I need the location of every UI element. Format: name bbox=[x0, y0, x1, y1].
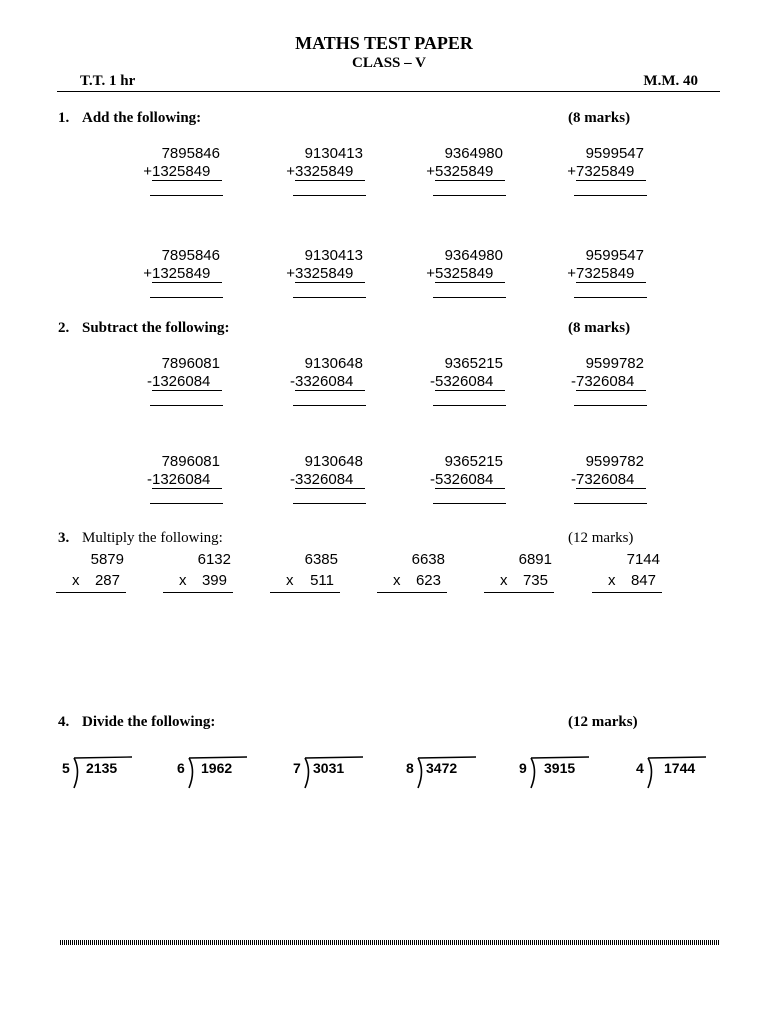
q1-problem bbox=[140, 145, 230, 181]
q4-problem bbox=[519, 756, 589, 790]
q3-problem bbox=[163, 550, 233, 593]
minus-sign: - bbox=[147, 471, 152, 488]
first-number: 7895846 bbox=[161, 247, 220, 264]
first-number: 9130648 bbox=[304, 453, 363, 470]
divisor: 4 bbox=[636, 760, 644, 776]
multiplier: 847 bbox=[630, 572, 656, 589]
minus-sign: - bbox=[290, 373, 295, 390]
q1-problem bbox=[564, 145, 654, 181]
multiplier: 623 bbox=[415, 572, 441, 589]
q1-problem bbox=[140, 247, 230, 283]
q2-problem bbox=[423, 453, 513, 489]
answer-line bbox=[150, 297, 223, 298]
divisor: 6 bbox=[177, 760, 185, 776]
answer-line bbox=[293, 405, 366, 406]
second-number: 7326084 bbox=[576, 471, 646, 489]
divisor: 7 bbox=[293, 760, 301, 776]
second-number: 1326084 bbox=[152, 471, 222, 489]
second-number: 5326084 bbox=[435, 471, 505, 489]
answer-line bbox=[574, 405, 647, 406]
q4-problem bbox=[293, 756, 363, 790]
second-number: 7325849 bbox=[576, 163, 646, 181]
class-label: CLASS – V bbox=[352, 55, 426, 71]
minus-sign: - bbox=[571, 471, 576, 488]
multiplier: 735 bbox=[522, 572, 548, 589]
first-number: 7895846 bbox=[161, 145, 220, 162]
q2-heading bbox=[58, 320, 230, 337]
q4-problem bbox=[406, 756, 476, 790]
q4-heading bbox=[58, 714, 215, 731]
second-number: 3325849 bbox=[295, 265, 365, 283]
answer-line bbox=[433, 503, 506, 504]
q3-problem bbox=[377, 550, 447, 593]
first-number: 9364980 bbox=[444, 145, 503, 162]
footer-rule bbox=[60, 940, 720, 945]
time-label: T.T. 1 hr bbox=[80, 73, 136, 89]
times-sign: x bbox=[393, 572, 401, 589]
divisor: 9 bbox=[519, 760, 527, 776]
q3-marks: (12 marks) bbox=[568, 530, 634, 546]
answer-line bbox=[150, 503, 223, 504]
first-number: 9130413 bbox=[304, 145, 363, 162]
answer-line bbox=[293, 195, 366, 196]
plus-sign: + bbox=[567, 265, 576, 282]
q4-marks: (12 marks) bbox=[568, 714, 638, 730]
first-number: 9365215 bbox=[444, 355, 503, 372]
times-sign: x bbox=[72, 572, 80, 589]
q1-problem bbox=[564, 247, 654, 283]
minus-sign: - bbox=[430, 471, 435, 488]
second-number: 3326084 bbox=[295, 373, 365, 391]
multiplicand: 5879 bbox=[90, 551, 124, 568]
second-number: 1325849 bbox=[152, 163, 222, 181]
page-title: MATHS TEST PAPER bbox=[295, 33, 473, 53]
multiplicand: 6385 bbox=[304, 551, 338, 568]
dividend: 3031 bbox=[313, 760, 345, 776]
second-number: 1326084 bbox=[152, 373, 222, 391]
answer-line bbox=[433, 405, 506, 406]
divisor: 5 bbox=[62, 760, 70, 776]
answer-line bbox=[574, 195, 647, 196]
answer-line bbox=[293, 503, 366, 504]
first-number: 9599547 bbox=[585, 145, 644, 162]
first-number: 7896081 bbox=[161, 453, 220, 470]
times-sign: x bbox=[500, 572, 508, 589]
q2-problem bbox=[423, 355, 513, 391]
multiplier: 399 bbox=[201, 572, 227, 589]
divisor: 8 bbox=[406, 760, 414, 776]
dividend: 3472 bbox=[426, 760, 458, 776]
q3-heading-text: Multiply the following: bbox=[82, 530, 223, 546]
q1-marks: (8 marks) bbox=[568, 110, 631, 126]
first-number: 9130648 bbox=[304, 355, 363, 372]
first-number: 9599782 bbox=[585, 355, 644, 372]
multiplicand: 6638 bbox=[411, 551, 445, 568]
multiplicand: 6132 bbox=[197, 551, 231, 568]
q1-problem bbox=[283, 247, 373, 283]
q2-marks: (8 marks) bbox=[568, 320, 631, 336]
q4-problem bbox=[62, 756, 132, 790]
multiplicand: 7144 bbox=[626, 551, 660, 568]
answer-line bbox=[293, 297, 366, 298]
q3-heading bbox=[58, 530, 223, 547]
answer-line bbox=[150, 195, 223, 196]
plus-sign: + bbox=[286, 163, 295, 180]
dividend: 2135 bbox=[86, 760, 118, 776]
q2-problem bbox=[564, 453, 654, 489]
dividend: 3915 bbox=[544, 760, 576, 776]
plus-sign: + bbox=[143, 265, 152, 282]
plus-sign: + bbox=[426, 265, 435, 282]
q1-heading-text: Add the following: bbox=[82, 110, 202, 126]
q4-problem bbox=[177, 756, 247, 790]
second-number: 3325849 bbox=[295, 163, 365, 181]
minus-sign: - bbox=[571, 373, 576, 390]
q2-problem bbox=[140, 453, 230, 489]
q2-number: 2. bbox=[58, 320, 70, 336]
q3-problem bbox=[56, 550, 126, 593]
minus-sign: - bbox=[147, 373, 152, 390]
q2-problem bbox=[564, 355, 654, 391]
first-number: 9130413 bbox=[304, 247, 363, 264]
multiplier: 287 bbox=[94, 572, 120, 589]
first-number: 7896081 bbox=[161, 355, 220, 372]
header-divider bbox=[57, 91, 720, 92]
second-number: 7326084 bbox=[576, 373, 646, 391]
q3-number: 3. bbox=[58, 530, 70, 546]
q4-heading-text: Divide the following: bbox=[82, 714, 216, 730]
first-number: 9599782 bbox=[585, 453, 644, 470]
second-number: 7325849 bbox=[576, 265, 646, 283]
q1-problem bbox=[283, 145, 373, 181]
first-number: 9599547 bbox=[585, 247, 644, 264]
times-sign: x bbox=[179, 572, 187, 589]
dividend: 1744 bbox=[664, 760, 696, 776]
second-number: 1325849 bbox=[152, 265, 222, 283]
answer-line bbox=[433, 297, 506, 298]
answer-line bbox=[574, 503, 647, 504]
q4-problem bbox=[636, 756, 706, 790]
times-sign: x bbox=[286, 572, 294, 589]
answer-line bbox=[150, 405, 223, 406]
q1-number: 1. bbox=[58, 110, 70, 126]
second-number: 5325849 bbox=[435, 163, 505, 181]
q2-heading-text: Subtract the following: bbox=[82, 320, 230, 336]
q1-problem bbox=[423, 247, 513, 283]
second-number: 3326084 bbox=[295, 471, 365, 489]
minus-sign: - bbox=[430, 373, 435, 390]
answer-line bbox=[574, 297, 647, 298]
q3-problem bbox=[270, 550, 340, 593]
first-number: 9364980 bbox=[444, 247, 503, 264]
dividend: 1962 bbox=[201, 760, 233, 776]
plus-sign: + bbox=[426, 163, 435, 180]
first-number: 9365215 bbox=[444, 453, 503, 470]
q2-problem bbox=[283, 453, 373, 489]
second-number: 5326084 bbox=[435, 373, 505, 391]
plus-sign: + bbox=[143, 163, 152, 180]
answer-line bbox=[433, 195, 506, 196]
multiplier: 511 bbox=[310, 572, 334, 589]
plus-sign: + bbox=[567, 163, 576, 180]
plus-sign: + bbox=[286, 265, 295, 282]
q2-problem bbox=[140, 355, 230, 391]
q3-problem bbox=[484, 550, 554, 593]
q1-heading bbox=[58, 110, 201, 127]
times-sign: x bbox=[608, 572, 616, 589]
multiplicand: 6891 bbox=[518, 551, 552, 568]
q3-problem bbox=[592, 550, 662, 593]
q1-problem bbox=[423, 145, 513, 181]
max-marks-label: M.M. 40 bbox=[643, 73, 698, 89]
q4-number: 4. bbox=[58, 714, 70, 730]
minus-sign: - bbox=[290, 471, 295, 488]
q2-problem bbox=[283, 355, 373, 391]
second-number: 5325849 bbox=[435, 265, 505, 283]
